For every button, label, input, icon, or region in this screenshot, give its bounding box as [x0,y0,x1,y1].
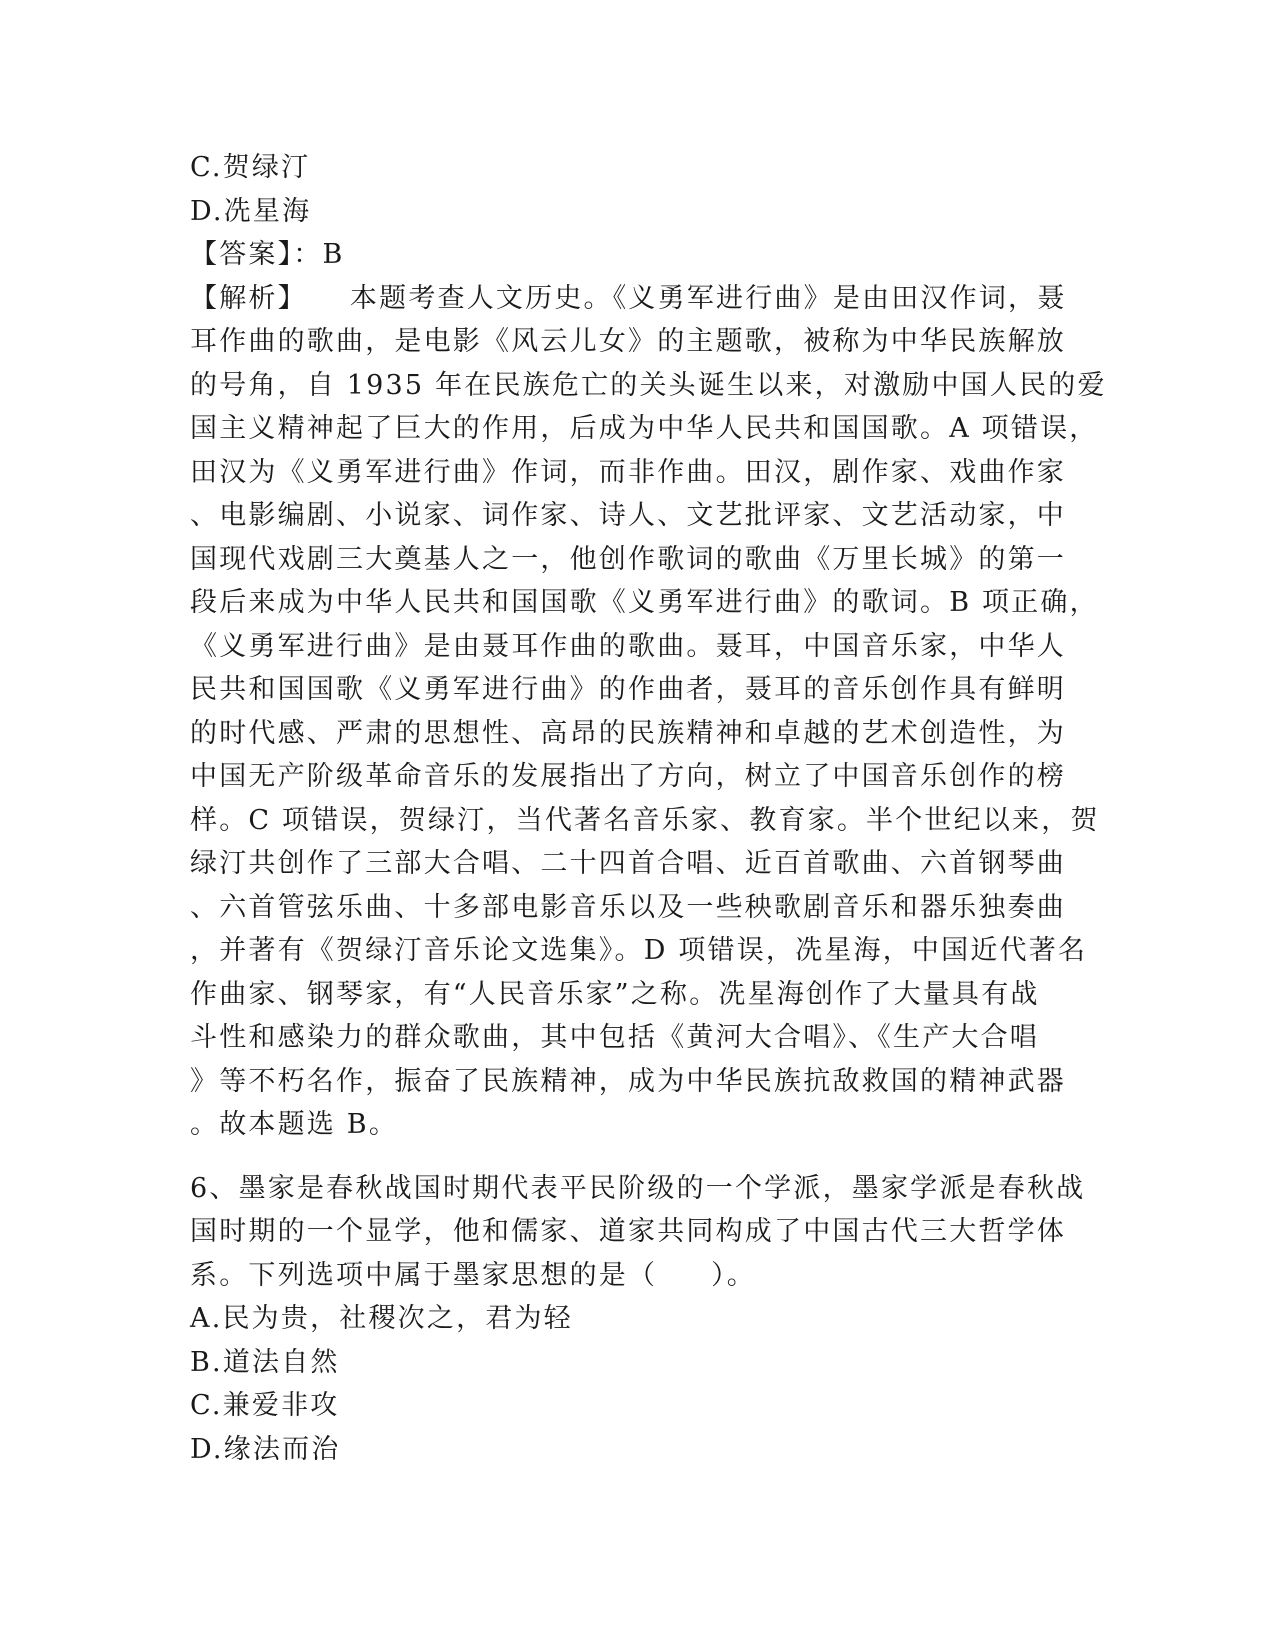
q5-option-c: C.贺绿汀 [190,152,311,183]
analysis-line: 的号角，自 1935 年在民族危亡的关头诞生以来，对激励中国人民的爱 [190,369,1107,401]
analysis-line: 、电影编剧、小说家、词作家、诗人、文艺批评家、文艺活动家，中 [190,500,1066,531]
analysis-line: 。故本题选 B。 [190,1109,399,1140]
analysis-line: 耳作曲的歌曲，是电影《风云儿女》的主题歌，被称为中华民族解放 [190,326,1066,357]
analysis-line: 、六首管弦乐曲、十多部电影音乐以及一些秧歌剧音乐和器乐独奏曲 [190,891,1066,923]
analysis-line: 的时代感、严肃的思想性、高昂的民族精神和卓越的艺术创造性，为 [190,717,1066,749]
section-gap [190,1147,1090,1167]
analysis-line: 斗性和感染力的群众歌曲，其中包括《黄河大合唱》、《生产大合唱 [190,1022,1039,1053]
q6-option-a: A.民为贵，社稷次之，君为轻 [190,1303,573,1334]
analysis-line: 田汉为《义勇军进行曲》作词，而非作曲。田汉，剧作家、戏曲作家 [190,456,1066,488]
analysis-line: 国主义精神起了巨大的作用，后成为中华人民共和国国歌。A 项错误， [190,413,1099,444]
document-page [190,146,1107,1471]
analysis-line: 绿汀共创作了三部大合唱、二十四首合唱、近百首歌曲、六首钢琴曲 [190,848,1066,879]
q6-option-b: B.道法自然 [190,1346,340,1378]
analysis-line: 作曲家、钢琴家，有“人民音乐家”之称。冼星海创作了大量具有战 [190,978,1040,1010]
analysis-line: 民共和国国歌《义勇军进行曲》的作曲者，聂耳的音乐创作具有鲜明 [190,674,1066,705]
analysis-line: 【解析】 本题考查人文历史。《义勇军进行曲》是由田汉作词，聂 [190,282,1067,314]
q6-stem-line: 国时期的一个显学，他和儒家、道家共同构成了中国古代三大哲学体 [190,1216,1066,1247]
analysis-line: 段后来成为中华人民共和国国歌《义勇军进行曲》的歌词。B 项正确， [190,587,1099,618]
analysis-line: 样。C 项错误，贺绿汀，当代著名音乐家、教育家。半个世纪以来，贺 [190,804,1100,836]
q6-stem-line: 系。下列选项中属于墨家思想的是（ ）。 [190,1259,757,1291]
analysis-line: ，并著有《贺绿汀音乐论文选集》。D 项错误，冼星海，中国近代著名 [190,935,1088,966]
q6-stem-line: 6、墨家是春秋战国时期代表平民阶级的一个学派，墨家学派是春秋战 [190,1172,1086,1204]
q5-answer: 【答案】：B [190,239,345,270]
q6-option-d: D.缘法而治 [190,1433,341,1465]
analysis-line: 国现代戏剧三大奠基人之一，他创作歌词的歌曲《万里长城》的第一 [190,543,1066,575]
q5-analysis [190,277,1107,1147]
analysis-line: 中国无产阶级革命音乐的发展指出了方向，树立了中国音乐创作的榜 [190,761,1066,792]
q6-stem [190,1167,1090,1298]
q5-option-d: D.冼星海 [190,195,312,227]
analysis-line: 《义勇军进行曲》是由聂耳作曲的歌曲。聂耳，中国音乐家，中华人 [190,630,1066,662]
q6-option-c: C.兼爱非攻 [190,1390,340,1421]
analysis-line: 》等不朽名作，振奋了民族精神，成为中华民族抗敌救国的精神武器 [190,1065,1066,1097]
